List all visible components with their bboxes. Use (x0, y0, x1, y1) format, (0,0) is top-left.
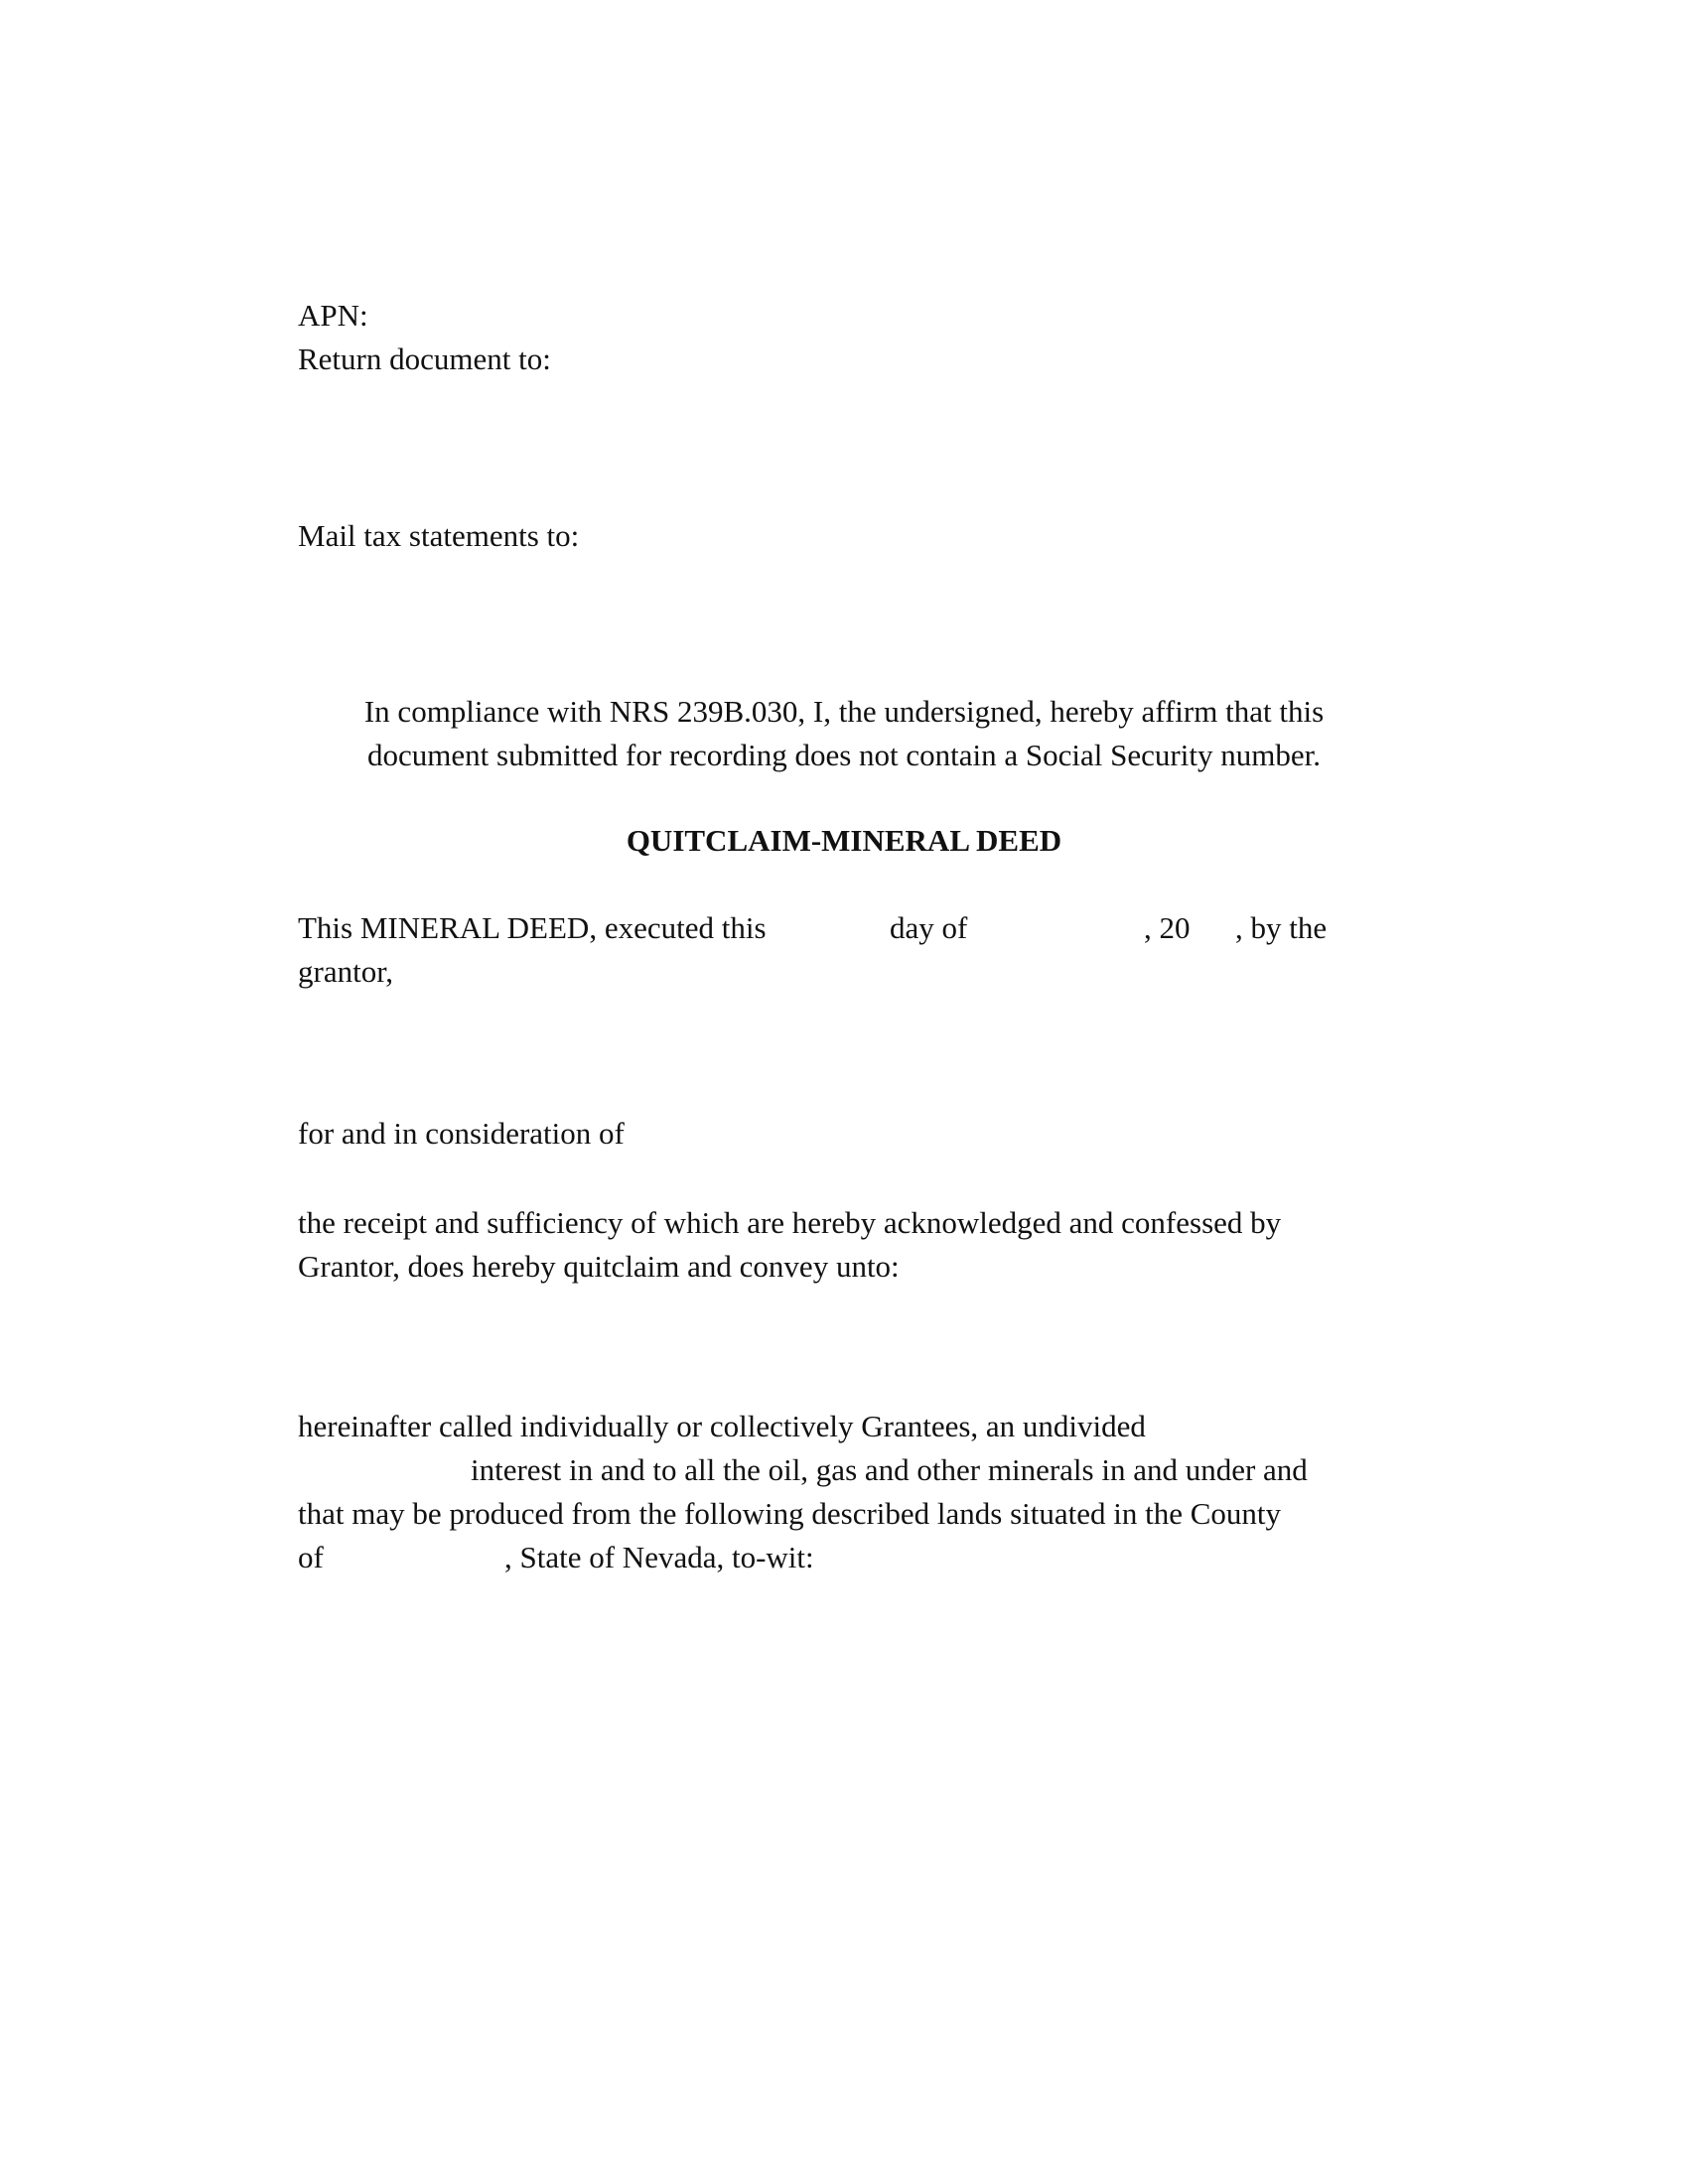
affirmation-line-1: In compliance with NRS 239B.030, I, the undersigned, hereby affirm that this (363, 694, 1325, 729)
mail-tax-statements-label: Mail tax statements to: (298, 518, 580, 553)
return-document-label: Return document to: (298, 341, 551, 376)
grantees-line-3: that may be produced from the following described lands situated in the County (298, 1496, 1282, 1531)
year-text: , 20 (1144, 910, 1191, 945)
receipt-line-2: Grantor, does hereby quitclaim and convey unto: (298, 1249, 900, 1284)
grantees-line-2: interest in and to all the oil, gas and other minerals in and under and (471, 1452, 1308, 1487)
receipt-line-1: the receipt and sufficiency of which are hereby acknowledged and confessed by (298, 1205, 1282, 1240)
affirmation-line-2: document submitted for recording does not contain a Social Security number. (367, 738, 1321, 772)
consideration-text: for and in consideration of (298, 1116, 625, 1151)
grantees-line-1: hereinafter called individually or collectively Grantees, an undivided (298, 1409, 1146, 1443)
document-title: QUITCLAIM-MINERAL DEED (626, 823, 1062, 858)
by-the-text: , by the (1235, 910, 1328, 945)
state-of-nevada-text: , State of Nevada, to-wit: (504, 1540, 814, 1574)
execution-text: This MINERAL DEED, executed this (298, 910, 767, 945)
day-of-text: day of (890, 910, 968, 945)
grantor-text: grantor, (298, 954, 394, 989)
county-of-text: of (298, 1540, 324, 1574)
apn-label: APN: (298, 298, 368, 333)
